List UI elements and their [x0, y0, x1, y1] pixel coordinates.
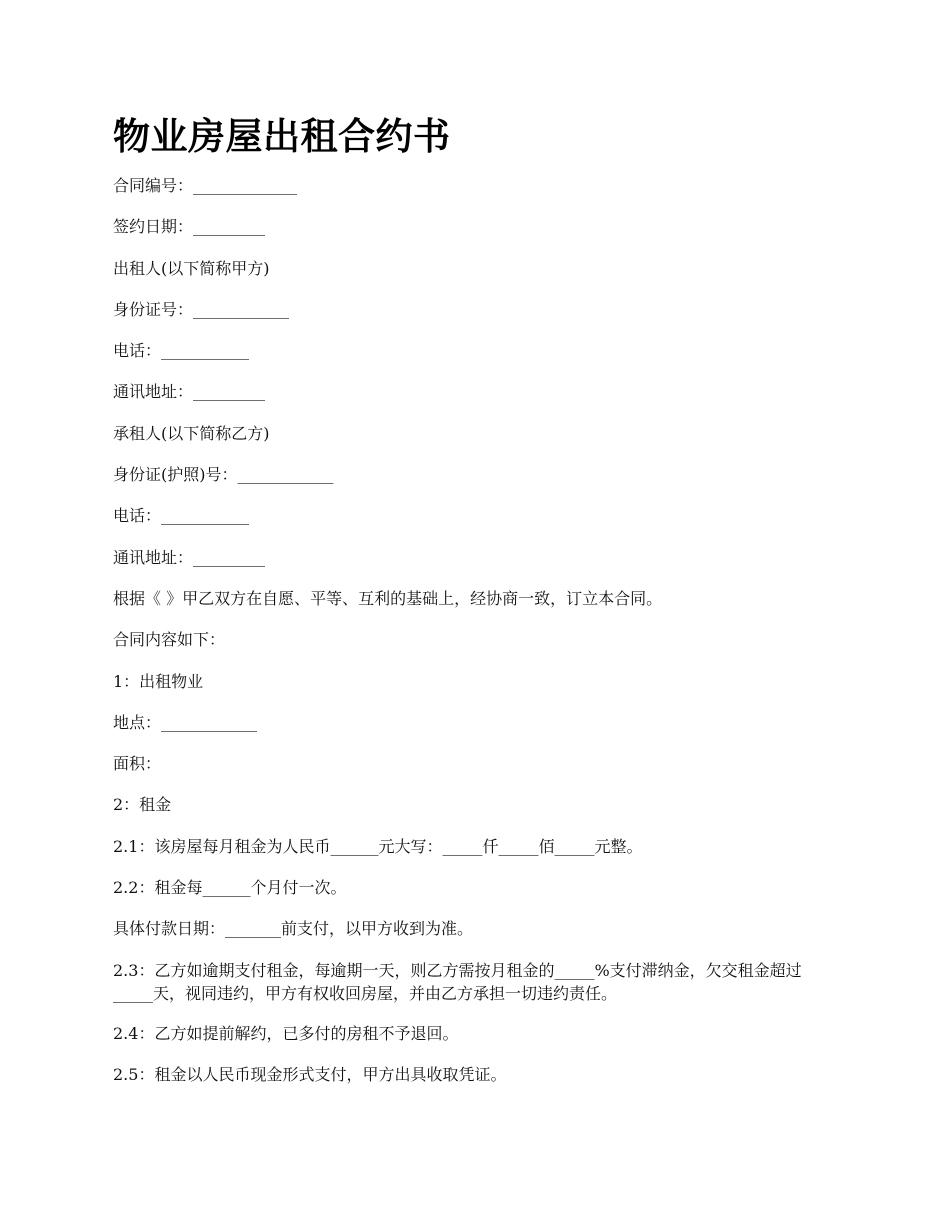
lessee-heading: 承租人(以下简称乙方) [113, 423, 270, 443]
lessor-phone-line: 电话：___________ [113, 341, 250, 361]
lessee-address-line: 通讯地址：_________ [113, 547, 266, 567]
area-line: 面积： [113, 754, 162, 774]
document-body [113, 174, 835, 1104]
clause-2-4: 2.4：乙方如提前解约，已多付的房租不予退回。 [113, 1023, 459, 1043]
clause-2-3: 2.3：乙方如逾期支付租金，每逾期一天，则乙方需按月租金的_____%支付滞纳金，欠交租金超过_____天，视同违约，甲方有权收回房屋，并由乙方承担一切违约责任。 [113, 960, 802, 1003]
payment-date-line: 具体付款日期：_______前支付，以甲方收到为准。 [113, 919, 474, 939]
clause-2-5: 2.5：租金以人民币现金形式支付，甲方出具收取凭证。 [113, 1064, 507, 1084]
clause-2-2: 2.2：租金每______个月付一次。 [113, 878, 347, 898]
section-1-heading: 1：出租物业 [113, 671, 204, 691]
lessor-id-line: 身份证号：____________ [113, 299, 290, 319]
clause-2-1: 2.1：该房屋每月租金为人民币______元大写：_____仟_____佰_____元整。 [113, 836, 643, 856]
lessor-address-line: 通讯地址：_________ [113, 382, 266, 402]
contents-heading: 合同内容如下： [113, 630, 226, 650]
document-title: 物业房屋出租合约书 [113, 114, 451, 158]
lessee-phone-line: 电话：___________ [113, 506, 250, 526]
lessor-heading: 出租人(以下简称甲方) [113, 258, 270, 278]
section-2-heading: 2：租金 [113, 795, 172, 815]
contract-number-line: 合同编号：_____________ [113, 176, 298, 195]
signing-date-line: 签约日期：_________ [113, 217, 266, 237]
preamble-paragraph: 根据《 》甲乙双方在自愿、平等、互利的基础上，经协商一致，订立本合同。 [113, 588, 663, 608]
lessee-id-line: 身份证(护照)号：____________ [113, 465, 334, 485]
location-line: 地点：____________ [113, 712, 258, 732]
